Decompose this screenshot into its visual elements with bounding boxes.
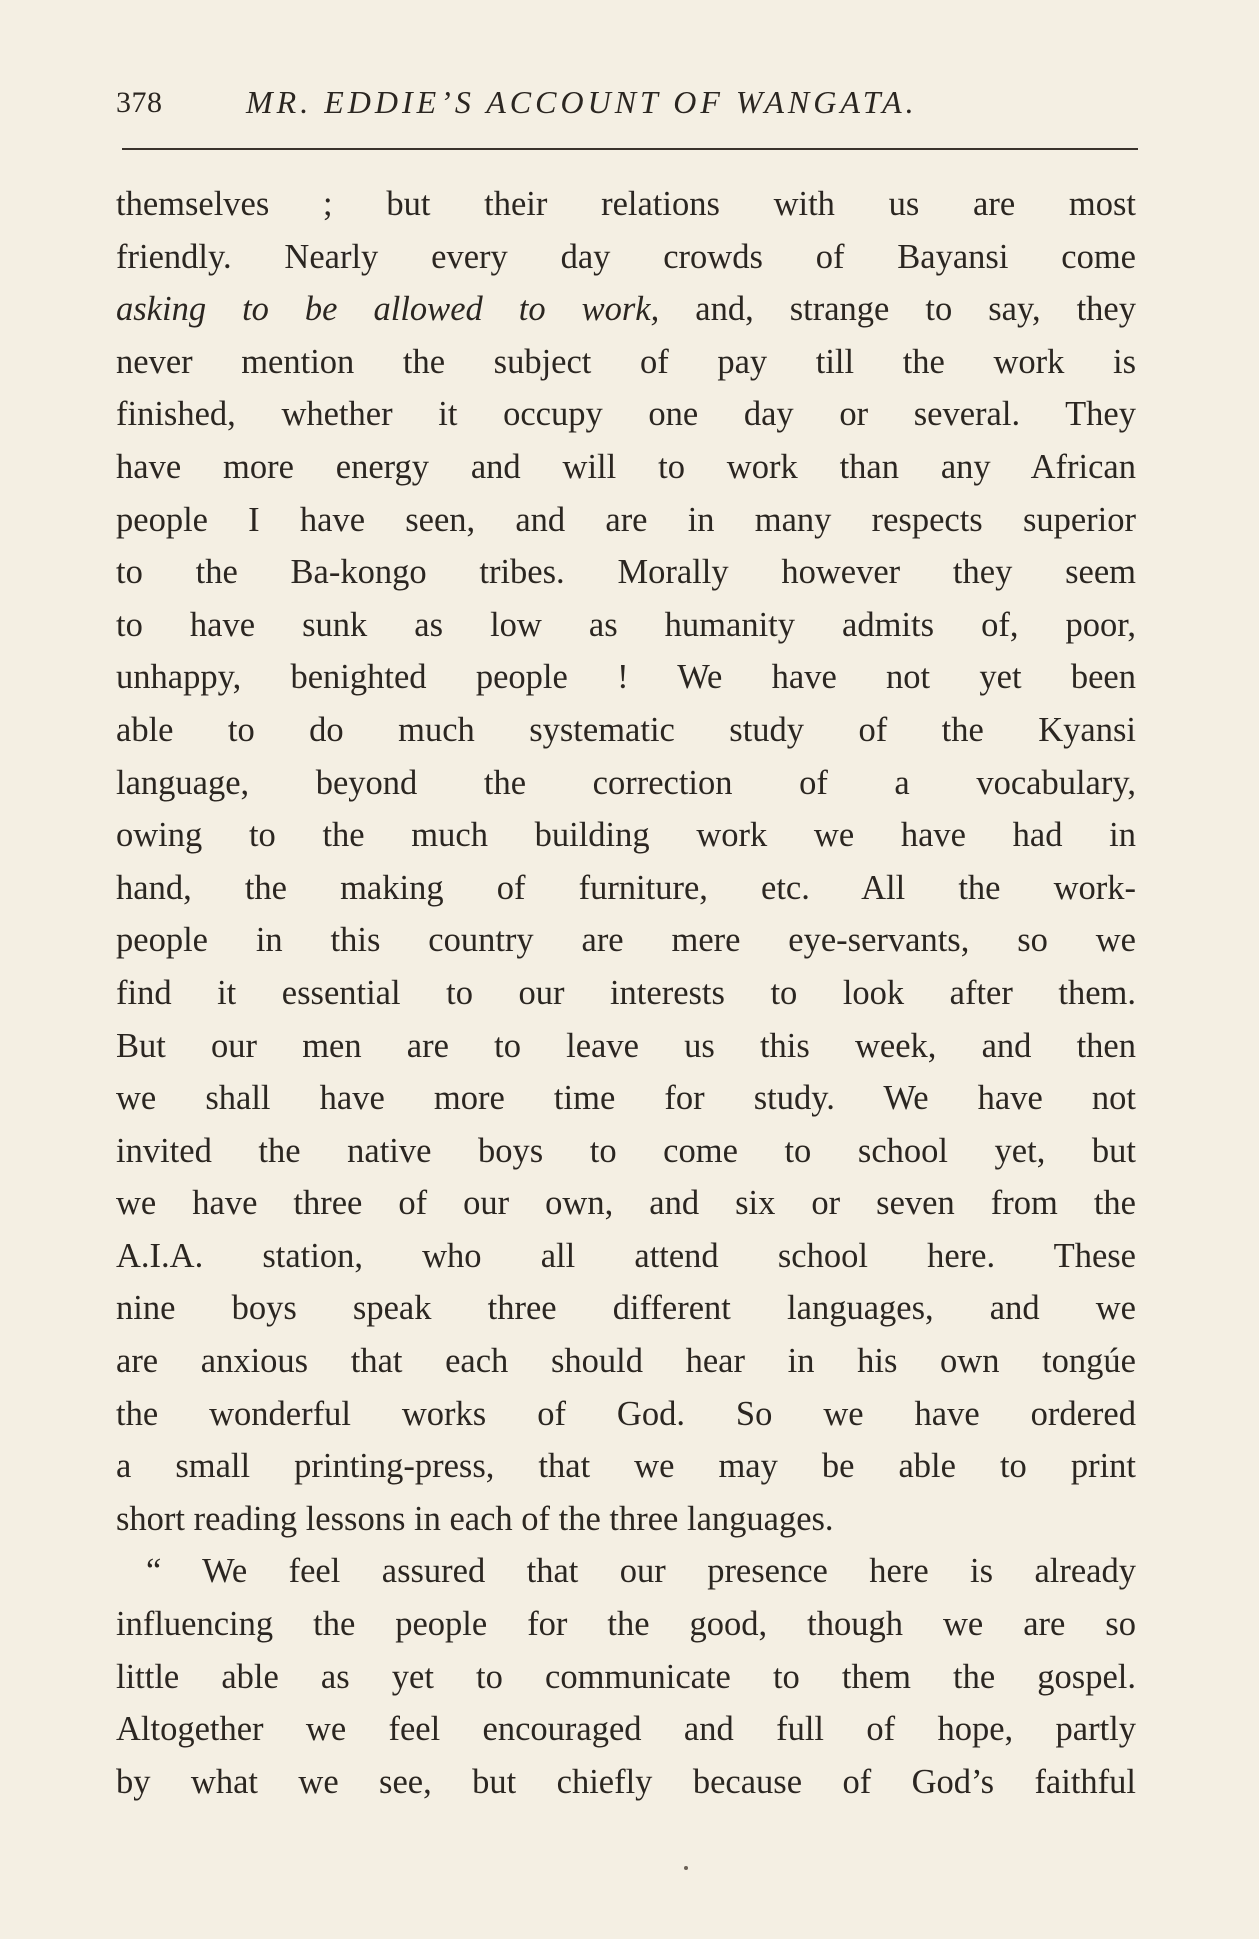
text-line — [116, 231, 1136, 284]
text-line — [116, 388, 1136, 441]
text-line — [116, 336, 1136, 389]
text-segment: Altogether we feel encouraged and full of hope, partly — [116, 1710, 1136, 1749]
text-line — [116, 546, 1136, 599]
text-line — [116, 862, 1136, 915]
header-rule — [122, 148, 1138, 150]
text-line — [116, 1545, 1136, 1598]
text-line — [116, 1703, 1136, 1756]
text-segment: short reading lessons in each of the three languages. — [116, 1499, 834, 1538]
text-segment: by what we see, but chiefly because of God’s faithful — [116, 1762, 1136, 1801]
text-line — [116, 757, 1136, 810]
text-line — [116, 1072, 1136, 1125]
text-line — [116, 283, 1136, 336]
text-segment: little able as yet to communicate to them the gospel. — [116, 1657, 1136, 1696]
body-text — [116, 178, 1136, 1808]
text-segment: are anxious that each should hear in his own tongúe — [116, 1342, 1136, 1381]
text-line — [116, 651, 1136, 704]
text-segment: and, strange to say, they — [659, 290, 1136, 329]
text-segment: But our men are to leave us this week, and then — [116, 1026, 1136, 1065]
text-segment: a small printing-press, that we may be able to print — [116, 1447, 1136, 1486]
text-segment: the wonderful works of God. So we have ordered — [116, 1394, 1136, 1433]
text-line — [116, 1230, 1136, 1283]
text-segment: hand, the making of furniture, etc. All the work- — [116, 868, 1136, 907]
text-segment: finished, whether it occupy one day or several. They — [116, 395, 1136, 434]
text-line — [116, 1493, 1136, 1546]
text-segment: able to do much systematic study of the Kyansi — [116, 710, 1136, 749]
text-segment: nine boys speak three different languages, and we — [116, 1289, 1136, 1328]
text-line — [116, 441, 1136, 494]
text-segment: to the Ba-kongo tribes. Morally however they seem — [116, 553, 1136, 592]
text-segment: friendly. Nearly every day crowds of Bayansi come — [116, 237, 1136, 276]
text-line — [116, 1440, 1136, 1493]
text-segment: to have sunk as low as humanity admits of, poor, — [116, 605, 1136, 644]
text-line — [116, 1177, 1136, 1230]
text-line — [116, 178, 1136, 231]
text-segment: unhappy, benighted people ! We have not yet been — [116, 658, 1136, 697]
text-segment: we have three of our own, and six or seven from the — [116, 1184, 1136, 1223]
text-segment: language, beyond the correction of a vocabulary, — [116, 763, 1136, 802]
text-line — [116, 1335, 1136, 1388]
text-line — [116, 704, 1136, 757]
text-line — [116, 914, 1136, 967]
text-line — [116, 809, 1136, 862]
text-segment: “ We feel assured that our presence here is already — [146, 1552, 1136, 1591]
text-line — [116, 1756, 1136, 1809]
text-segment: A.I.A. station, who all attend school here. These — [116, 1236, 1136, 1275]
text-segment: never mention the subject of pay till the work is — [116, 342, 1136, 381]
text-segment: owing to the much building work we have had in — [116, 816, 1136, 855]
text-line — [116, 494, 1136, 547]
text-line — [116, 967, 1136, 1020]
text-segment: have more energy and will to work than any African — [116, 447, 1136, 486]
text-line — [116, 599, 1136, 652]
page-number: 378 — [116, 86, 163, 119]
text-line — [116, 1651, 1136, 1704]
text-segment: influencing the people for the good, though we are so — [116, 1605, 1136, 1644]
text-line — [116, 1598, 1136, 1651]
text-segment: find it essential to our interests to look after them. — [116, 973, 1136, 1012]
text-line — [116, 1125, 1136, 1178]
text-line — [116, 1282, 1136, 1335]
text-segment: we shall have more time for study. We have not — [116, 1079, 1136, 1118]
text-segment: people I have seen, and are in many respects superior — [116, 500, 1136, 539]
running-head — [116, 78, 1136, 128]
running-title: MR. EDDIE’S ACCOUNT OF WANGATA. — [246, 84, 918, 120]
text-segment: themselves ; but their relations with us are most — [116, 185, 1136, 223]
text-segment: invited the native boys to come to school yet, but — [116, 1131, 1136, 1170]
paper-speck — [684, 1866, 688, 1870]
text-line — [116, 1020, 1136, 1073]
italic-text: asking to be allowed to work, — [116, 290, 660, 329]
text-line — [116, 1388, 1136, 1441]
text-segment: people in this country are mere eye-servants, so we — [116, 921, 1136, 960]
